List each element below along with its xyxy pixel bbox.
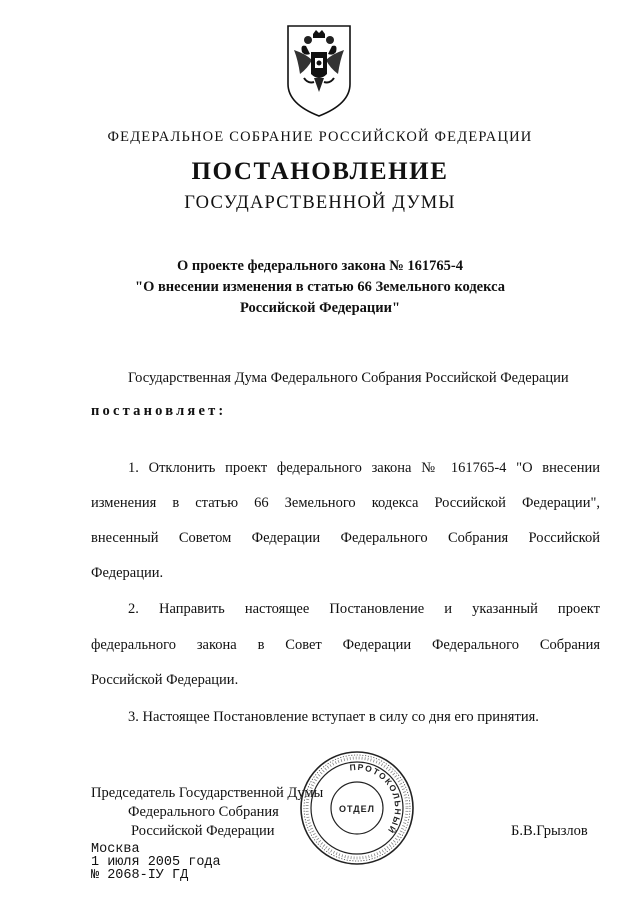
chair-title-line: Российской Федерации	[131, 823, 275, 839]
subject-line: Российской Федерации"	[239, 300, 401, 316]
coat-of-arms-emblem	[284, 22, 354, 118]
document-subtitle: ГОСУДАРСТВЕННОЙ ДУМЫ	[184, 193, 456, 213]
paragraph-1-line: внесенный Советом Федерации Федерального Собрания Российской	[91, 530, 600, 546]
registration-number: № 2068-IУ ГД	[91, 868, 189, 883]
assembly-name: ФЕДЕРАЛЬНОЕ СОБРАНИЕ РОССИЙСКОЙ ФЕДЕРАЦИИ	[107, 129, 533, 145]
seal-ring-text: ПРОТОКОЛЬНЫЙ	[349, 761, 404, 837]
chair-title-line: Председатель Государственной Думы	[91, 785, 324, 801]
paragraph-3: 3. Настоящее Постановление вступает в силу со дня его принятия.	[128, 709, 539, 725]
intro-text: Государственная Дума Федерального Собрания Российской Федерации	[128, 370, 569, 386]
date-stamp: 1 июля 2005 года	[91, 855, 221, 870]
paragraph-1-line: Федерации.	[91, 565, 164, 581]
document-title: ПОСТАНОВЛЕНИЕ	[191, 158, 449, 185]
paragraph-1-line: 1. Отклонить проект федерального закона № 161765-4 "О внесении	[128, 460, 600, 476]
paragraph-2-line: 2. Направить настоящее Постановление и указанный проект	[128, 601, 600, 617]
place-stamp: Москва	[91, 842, 140, 857]
subject-line: "О внесении изменения в статью 66 Земельного кодекса	[135, 279, 505, 295]
official-seal-stamp	[298, 749, 416, 867]
paragraph-2-line: федерального закона в Совет Федерации Федерального Собрания	[91, 637, 600, 653]
decrees-word: постановляет:	[91, 403, 227, 419]
chair-title-line: Федерального Собрания	[128, 804, 279, 820]
subject-line: О проекте федерального закона № 161765-4	[176, 258, 464, 274]
seal-center-text: ОТДЕЛ	[338, 804, 376, 814]
signer-name: Б.В.Грызлов	[511, 823, 588, 839]
paragraph-2-line: Российской Федерации.	[91, 672, 239, 688]
paragraph-1-line: изменения в статью 66 Земельного кодекса Российской Федерации",	[91, 495, 600, 511]
